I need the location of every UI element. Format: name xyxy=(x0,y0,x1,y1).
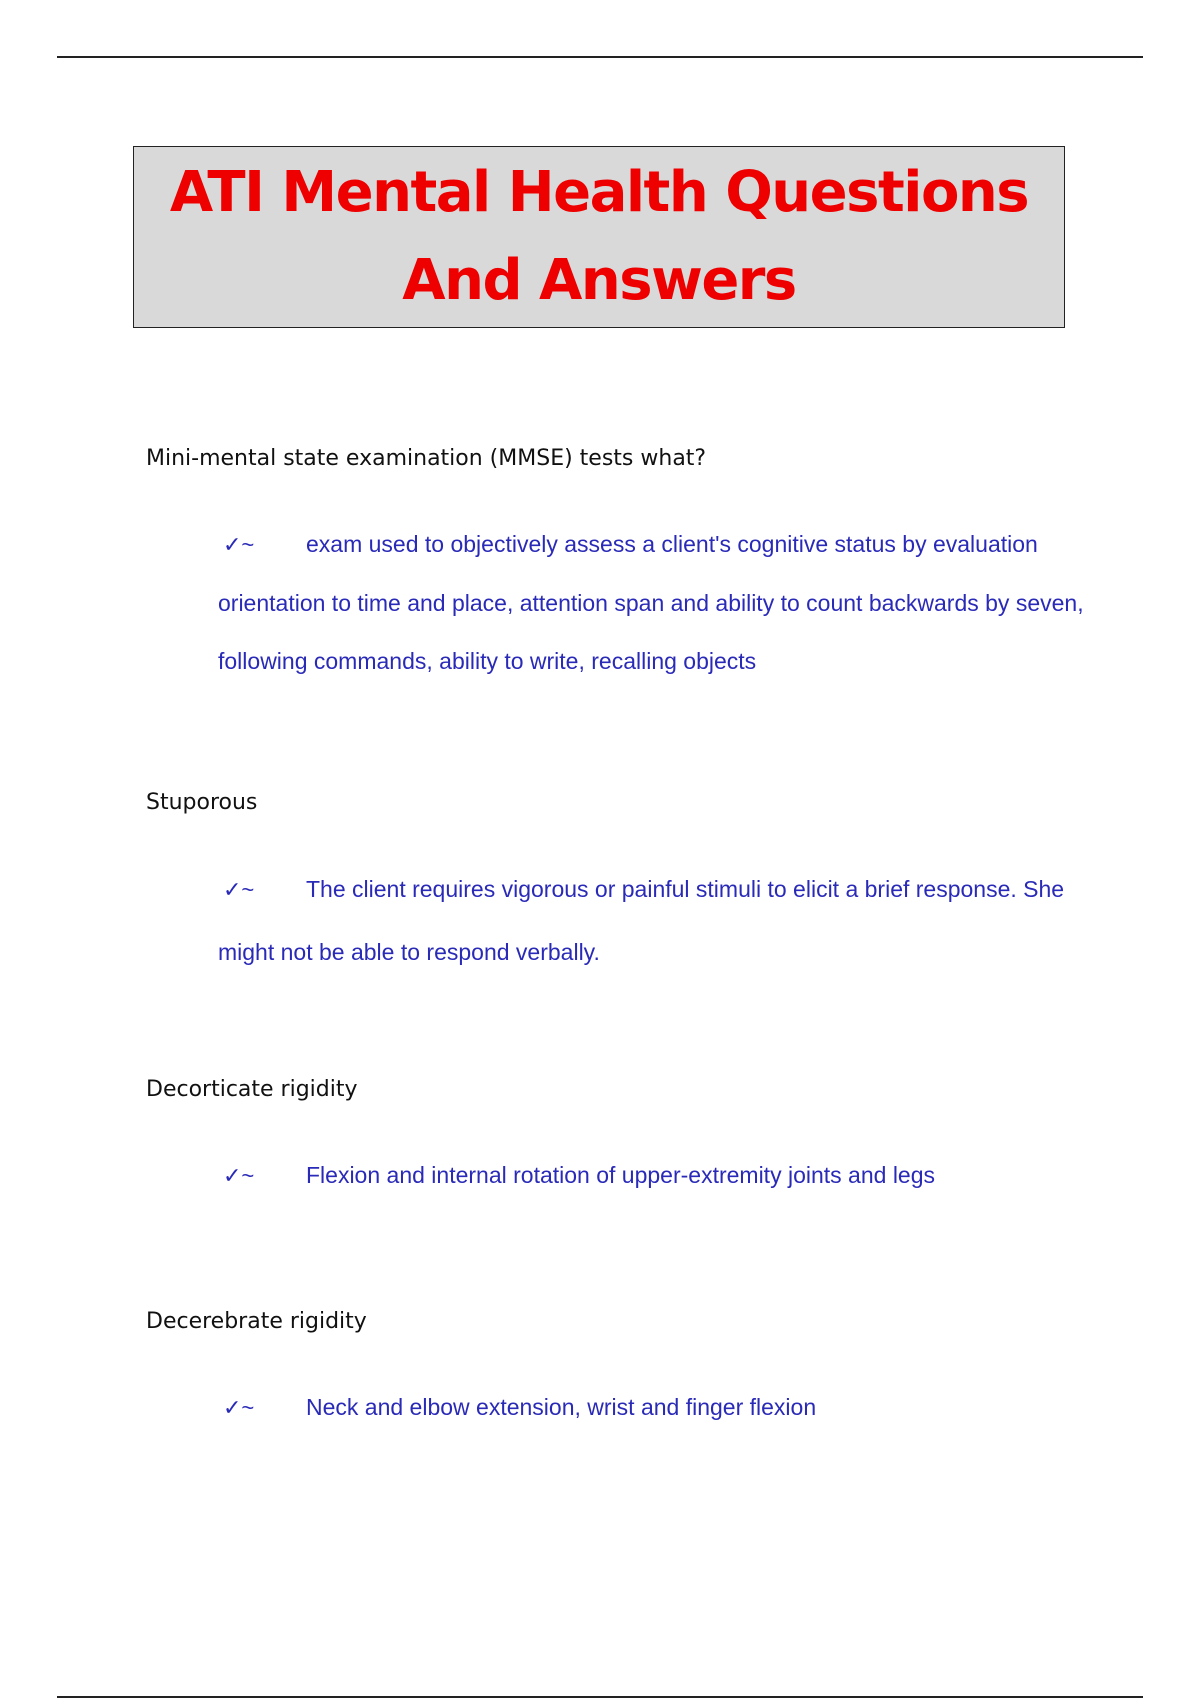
check-mark-icon: ✓~ xyxy=(223,1163,255,1188)
question-1: Mini-mental state examination (MMSE) tests what? xyxy=(146,446,707,471)
title-line-1: ATI Mental Health Questions xyxy=(169,160,1029,225)
answer-4-text: Neck and elbow extension, wrist and finger flexion xyxy=(306,1394,817,1420)
check-mark-icon: ✓~ xyxy=(223,532,255,557)
answer-3-text: Flexion and internal rotation of upper-extremity joints and legs xyxy=(306,1162,936,1188)
answer-2-text: The client requires vigorous or painful stimuli to elicit a brief response. She might not be able to respond verbally. xyxy=(218,876,1065,965)
question-3: Decorticate rigidity xyxy=(146,1077,358,1102)
answer-3 xyxy=(218,1147,1098,1204)
question-4: Decerebrate rigidity xyxy=(146,1309,367,1334)
answer-1 xyxy=(218,515,1098,690)
check-mark-icon: ✓~ xyxy=(223,1395,255,1420)
answer-2 xyxy=(218,858,1098,983)
header-rule xyxy=(57,56,1143,58)
answer-1-text: exam used to objectively assess a client's cognitive status by evaluation orientation to time and place, attention span and ability to count backwards by seven, following commands, ability to write, recalling objects xyxy=(218,531,1084,674)
answer-4 xyxy=(218,1379,1098,1436)
footer-rule xyxy=(57,1696,1143,1698)
question-2: Stuporous xyxy=(146,790,258,815)
title-line-2: And Answers xyxy=(402,248,796,313)
title-box xyxy=(133,146,1065,328)
check-mark-icon: ✓~ xyxy=(223,877,255,902)
